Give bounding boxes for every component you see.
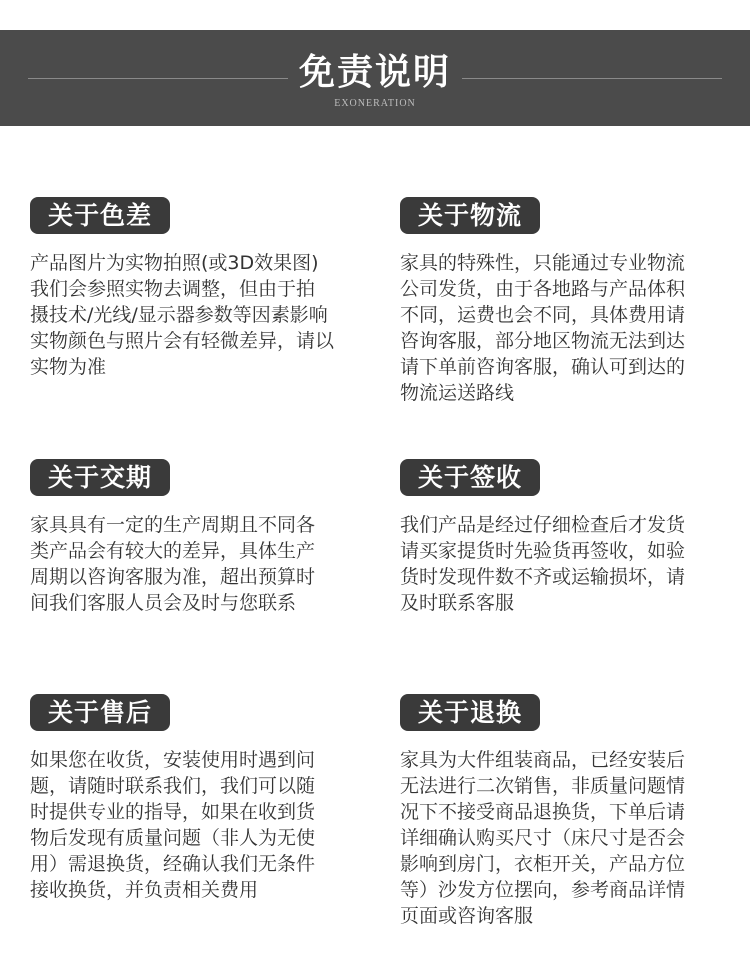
section-returns [400, 694, 730, 929]
section-body: 家具具有一定的生产周期且不同各 类产品会有较大的差异，具体生产 周期以咨询客服为准，超出预算时 间我们客服人员会及时与您联系 [30, 514, 316, 614]
section-body: 我们产品是经过仔细检查后才发货 请买家提货时先验货再签收，如验 货时发现件数不齐或运输损坏，请 及时联系客服 [400, 514, 686, 614]
section-delivery-time [30, 459, 360, 616]
section-heading: 关于交期 [30, 459, 170, 496]
section-sign-for-receipt [400, 459, 730, 616]
section-body: 家具的特殊性，只能通过专业物流 公司发货，由于各地路与产品体积 不同，运费也会不同，具体费用请 咨询客服，部分地区物流无法到达 请下单前咨询客服，确认可到达的 物流运送路线 [400, 252, 686, 404]
section-color-difference [30, 197, 360, 380]
section-heading: 关于退换 [400, 694, 540, 731]
header-banner [0, 30, 750, 126]
section-heading: 关于售后 [30, 694, 170, 731]
section-body: 家具为大件组装商品，已经安装后 无法进行二次销售，非质量问题情 况下不接受商品退换货，下单后请 详细确认购买尺寸（床尺寸是否会 影响到房门，衣柜开关，产品方位 等）沙发方位摆向，参考商品详情 页面或咨询客服 [400, 749, 686, 927]
section-after-sales [30, 694, 360, 903]
page-subtitle: EXONERATION [334, 98, 416, 109]
section-logistics [400, 197, 730, 406]
section-heading: 关于色差 [30, 197, 170, 234]
section-body: 如果您在收货，安装使用时遇到问 题，请随时联系我们，我们可以随 时提供专业的指导，如果在收到货 物后发现有质量问题（非人为无使 用）需退换货，经确认我们无条件 接收换货，并负责相关费用 [30, 749, 316, 901]
section-heading: 关于签收 [400, 459, 540, 496]
section-heading: 关于物流 [400, 197, 540, 234]
top-margin [0, 0, 750, 30]
section-body: 产品图片为实物拍照(或3D效果图) 我们会参照实物去调整，但由于拍 摄技术/光线/显示器参数等因素影响 实物颜色与照片会有轻微差异，请以 实物为准 [30, 252, 335, 378]
page-title: 免责说明 [298, 51, 451, 93]
